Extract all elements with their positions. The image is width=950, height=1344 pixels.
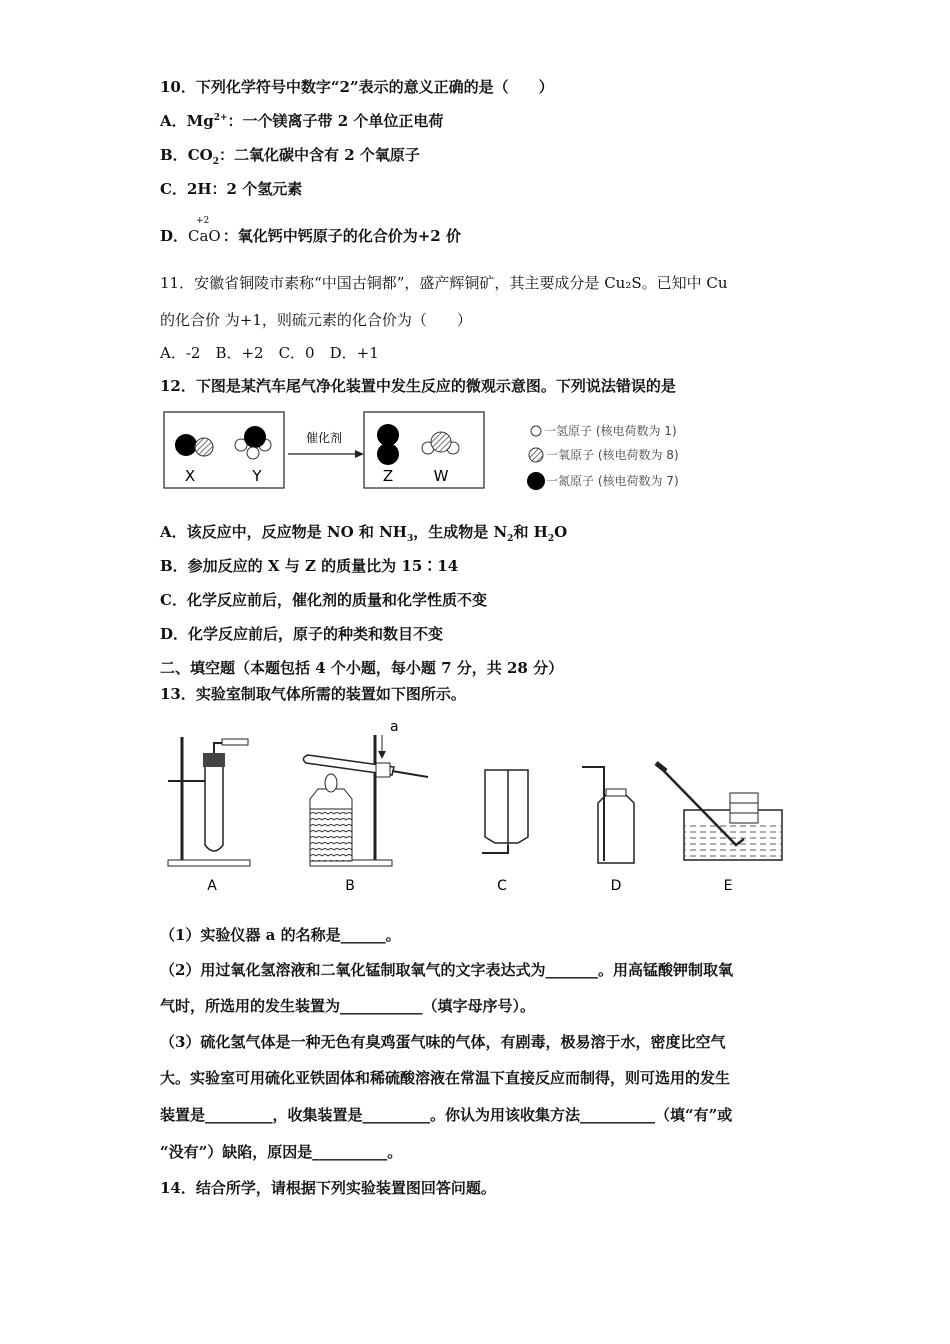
option-text: ：氧化钙中钙原子的化合价为+2 价 (222, 227, 461, 245)
formula: CO (187, 146, 213, 164)
marker-a: a (390, 719, 399, 735)
q10-option-a (160, 111, 443, 131)
q12-stem: 12．下图是某汽车尾气净化装置中发生反应的微观示意图。下列说法错误的是 (160, 377, 676, 395)
molecule-z (377, 424, 399, 465)
option-text: 和 H (513, 523, 548, 541)
subscript: 2 (507, 534, 514, 544)
apparatus-d (582, 767, 634, 863)
legend-hydrogen: 一氢原子 (核电荷数为 1) (544, 424, 677, 438)
oxygen-atom-icon (529, 448, 543, 462)
q13-part1: （1）实验仪器 a 的名称是______。 (160, 926, 401, 944)
molecule-y (235, 426, 271, 459)
subscript: 2 (547, 534, 555, 544)
apparatus-b (303, 735, 428, 866)
legend-oxygen: 一氧原子 (核电荷数为 8) (546, 448, 679, 462)
q11-line2: 的化合价 为+1，则硫元素的化合价为（ ） (160, 311, 472, 329)
q12-option-c: C．化学反应前后，催化剂的质量和化学性质不变 (160, 591, 487, 609)
q10-option-c: C．2H：2 个氢元素 (160, 180, 303, 198)
section-heading: 二、填空题（本题包括 4 个小题，每小题 7 分，共 28 分） (160, 659, 564, 677)
legend-nitrogen: 一氮原子 (核电荷数为 7) (546, 474, 679, 488)
q13-part3-line4: “没有”）缺陷，原因是__________。 (160, 1143, 403, 1161)
arrow-head-icon (355, 450, 364, 458)
option-text: ：一个镁离子带 2 个单位正电荷 (227, 112, 444, 130)
label-a: A (207, 878, 217, 894)
molecule-x (175, 434, 213, 456)
option-label: B． (160, 146, 188, 164)
apparatus-figure (160, 715, 790, 900)
q13-part3-line3: 装置是_________，收集装置是_________。你认为用该收集方法__________（填“有”或 (160, 1106, 733, 1124)
option-text: ：二氧化碳中含有 2 个氧原子 (218, 146, 420, 164)
q10-option-b (160, 145, 420, 165)
hydrogen-atom-icon (531, 426, 541, 436)
label-b: B (345, 878, 355, 894)
q13-part3-line1: （3）硫化氢气体是一种无色有臭鸡蛋气味的气体，有剧毒，极易溶于水，密度比空气 (160, 1033, 726, 1051)
charge: 2+ (213, 113, 228, 123)
molecule-w (422, 432, 459, 454)
q10-stem: 10．下列化学符号中数字“2”表示的意义正确的是（ ） (160, 78, 554, 96)
label-w: W (433, 467, 449, 485)
subscript: 2 (212, 157, 219, 167)
q13-part3-line2: 大。实验室可用硫化亚铁固体和稀硫酸溶液在常温下直接反应而制得，则可选用的发生 (160, 1069, 731, 1087)
q12-option-a (160, 522, 567, 542)
nitrogen-atom-icon (527, 472, 545, 490)
apparatus-c (482, 770, 528, 853)
label-d: D (610, 878, 622, 894)
subscript: 3 (406, 534, 414, 544)
q11-options: A．-2 B．+2 C．0 D．+1 (160, 344, 379, 362)
label-z: Z (382, 467, 394, 485)
q12-option-b: B．参加反应的 X 与 Z 的质量比为 15∶14 (160, 557, 459, 575)
valence-mark: +2 (196, 216, 210, 226)
option-label: A． (160, 112, 187, 130)
q10-option-d (160, 216, 461, 246)
formula: Mg (186, 112, 214, 130)
label-y: Y (252, 467, 262, 485)
apparatus-a (168, 737, 250, 866)
q12-option-d: D．化学反应前后，原子的种类和数目不变 (160, 625, 444, 643)
q13-part2-line1: （2）用过氧化氢溶液和二氧化锰制取氧气的文字表达式为_______。用高锰酸钾制取氧 (160, 961, 733, 979)
cao-formula (188, 216, 221, 246)
label-e: E (723, 878, 733, 894)
reaction-diagram (160, 408, 740, 494)
option-label: D． (160, 227, 189, 245)
label-x: X (184, 467, 196, 485)
catalyst-label: 催化剂 (305, 431, 343, 445)
option-text: O (554, 523, 568, 541)
legend (527, 423, 679, 490)
apparatus-e (656, 763, 782, 860)
q13-part2-line2: 气时，所选用的发生装置为___________（填字母序号）。 (160, 997, 536, 1015)
label-c: C (497, 878, 507, 894)
q14-stem: 14．结合所学，请根据下列实验装置图回答问题。 (160, 1179, 496, 1197)
option-text: A．该反应中，反应物是 NO 和 NH (160, 523, 407, 541)
q11-line1: 11．安徽省铜陵市素称“中国古铜都”，盛产辉铜矿，其主要成分是 Cu₂S。已知中 Cu (160, 274, 728, 292)
q13-stem: 13．实验室制取气体所需的装置如下图所示。 (160, 685, 466, 703)
option-text: ，生成物是 N (413, 523, 508, 541)
formula: CaO (188, 227, 221, 245)
